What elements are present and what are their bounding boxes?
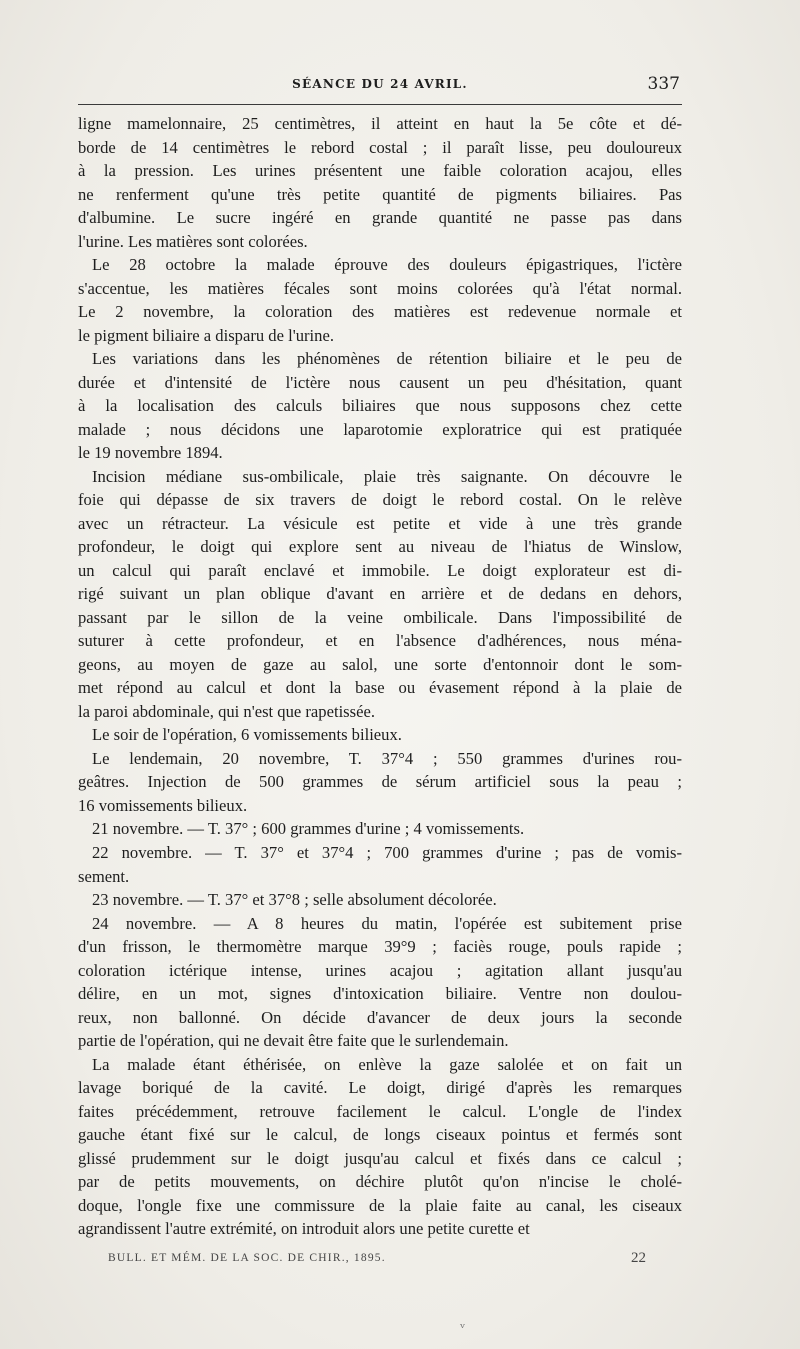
text-line: 16 vomissements bilieux. — [78, 795, 248, 815]
text-line: geâtres. Injection de 500 grammes de sérum artificiel sous la peau ; — [78, 772, 682, 792]
text-line: délire, en un mot, signes d'intoxication biliaire. Ventre non doulou- — [78, 984, 682, 1004]
text-line: la paroi abdominale, qui n'est que rapetissée. — [78, 701, 375, 721]
text-line: Incision médiane sus-ombilicale, plaie très saignante. On découvre le — [92, 466, 682, 486]
text-line: sement. — [78, 866, 130, 886]
text-line: La malade étant éthérisée, on enlève la gaze salolée et on fait un — [92, 1054, 682, 1074]
text-line: par de petits mouvements, on déchire plutôt qu'on n'incise le cholé- — [78, 1172, 682, 1192]
text-line: le 19 novembre 1894. — [78, 443, 223, 463]
paragraph — [78, 747, 682, 818]
paragraph — [78, 817, 682, 841]
footer-citation: BULL. ET MÉM. DE LA SOC. DE CHIR., 1895. — [108, 1252, 386, 1264]
text-line: faites précédemment, retrouve facilement le calcul. L'ongle de l'index — [78, 1101, 682, 1121]
text-line: à la localisation des calculs biliaires que nous supposons chez cette — [78, 396, 682, 416]
text-line: Le 2 novembre, la coloration des matières est redevenue normale et — [78, 302, 682, 322]
text-line: 21 novembre. — T. 37° ; 600 grammes d'urine ; 4 vomissements. — [92, 819, 525, 839]
text-line: le pigment biliaire a disparu de l'urine. — [78, 325, 334, 345]
text-line: Les variations dans les phénomènes de rétention biliaire et le peu de — [92, 349, 682, 369]
page-footer — [108, 1252, 646, 1274]
paragraph — [78, 723, 682, 747]
text-line: d'albumine. Le sucre ingéré en grande quantité ne passe pas dans — [78, 208, 682, 228]
paragraph — [78, 347, 682, 465]
text-line: foie qui dépasse de six travers de doigt le rebord costal. On le relève — [78, 490, 682, 510]
signature-mark: 22 — [631, 1250, 646, 1266]
text-line: s'accentue, les matières fécales sont moins colorées qu'à l'état normal. — [78, 278, 682, 298]
paragraph — [78, 253, 682, 347]
paragraph — [78, 112, 682, 253]
text-line: à la pression. Les urines présentent une faible coloration acajou, elles — [78, 161, 682, 181]
text-line: partie de l'opération, qui ne devait être faite que le surlendemain. — [78, 1031, 509, 1051]
body-text — [78, 112, 682, 1241]
paragraph — [78, 841, 682, 888]
text-line: rigé suivant un plan oblique d'avant en arrière et de dedans en dehors, — [78, 584, 682, 604]
text-line: l'urine. Les matières sont colorées. — [78, 231, 308, 251]
text-line: passant par le sillon de la veine ombilicale. Dans l'impossibilité de — [78, 607, 682, 627]
text-line: malade ; nous décidons une laparotomie exploratrice qui est pratiquée — [78, 419, 682, 439]
text-line: ligne mamelonnaire, 25 centimètres, il atteint en haut la 5e côte et dé- — [78, 114, 682, 133]
text-line: agrandissent l'autre extrémité, on introduit alors une petite curette et — [78, 1219, 530, 1239]
header-rule — [78, 104, 682, 105]
text-line: avec un rétracteur. La vésicule est petite et vide à une très grande — [78, 513, 682, 533]
bottom-mark: ᵥ — [460, 1316, 466, 1332]
text-line: Le lendemain, 20 novembre, T. 37°4 ; 550 grammes d'urines rou- — [92, 748, 682, 768]
text-line: doque, l'ongle fixe une commissure de la plaie faite au canal, les ciseaux — [78, 1195, 682, 1215]
running-title: SÉANCE DU 24 AVRIL. — [292, 77, 468, 91]
text-line: 24 novembre. — A 8 heures du matin, l'opérée est subitement prise — [92, 913, 682, 933]
text-line: coloration ictérique intense, urines acajou ; agitation allant jusqu'au — [78, 960, 682, 980]
paragraph — [78, 912, 682, 1053]
text-line: 22 novembre. — T. 37° et 37°4 ; 700 grammes d'urine ; pas de vomis- — [92, 842, 682, 862]
text-line: lavage boriqué de la cavité. Le doigt, dirigé d'après les remarques — [78, 1078, 682, 1098]
text-line: suturer à cette profondeur, et en l'absence d'adhérences, nous ména- — [78, 631, 682, 651]
page-header — [78, 72, 682, 98]
text-line: ne renferment qu'une très petite quantité de pigments biliaires. Pas — [78, 184, 682, 204]
text-line: Le 28 octobre la malade éprouve des douleurs épigastriques, l'ictère — [92, 255, 682, 275]
text-line: 23 novembre. — T. 37° et 37°8 ; selle absolument décolorée. — [92, 890, 497, 910]
text-line: met répond au calcul et dont la base ou évasement répond à la plaie de — [78, 678, 682, 698]
text-line: gauche étant fixé sur le calcul, de longs ciseaux pointus et fermés sont — [78, 1125, 682, 1145]
text-line: d'un frisson, le thermomètre marque 39°9 ; faciès rouge, pouls rapide ; — [78, 937, 682, 957]
text-line: profondeur, le doigt qui explore sent au niveau de l'hiatus de Winslow, — [78, 537, 682, 557]
page-number: 337 — [647, 74, 680, 94]
paragraph — [78, 888, 682, 912]
text-line: durée et d'intensité de l'ictère nous causent un peu d'hésitation, quant — [78, 372, 682, 392]
paragraph — [78, 1053, 682, 1241]
text-line: Le soir de l'opération, 6 vomissements bilieux. — [92, 725, 402, 745]
text-line: un calcul qui paraît enclavé et immobile. Le doigt explorateur est di- — [78, 560, 682, 580]
text-line: reux, non ballonné. On décide d'avancer de deux jours la seconde — [78, 1007, 682, 1027]
text-line: borde de 14 centimètres le rebord costal ; il paraît lisse, peu douloureux — [78, 137, 682, 157]
text-line: glissé prudemment sur le doigt jusqu'au calcul et fixés dans ce calcul ; — [78, 1148, 682, 1168]
text-line: geons, au moyen de gaze au salol, une sorte d'entonnoir dont le som- — [78, 654, 682, 674]
paragraph — [78, 465, 682, 724]
